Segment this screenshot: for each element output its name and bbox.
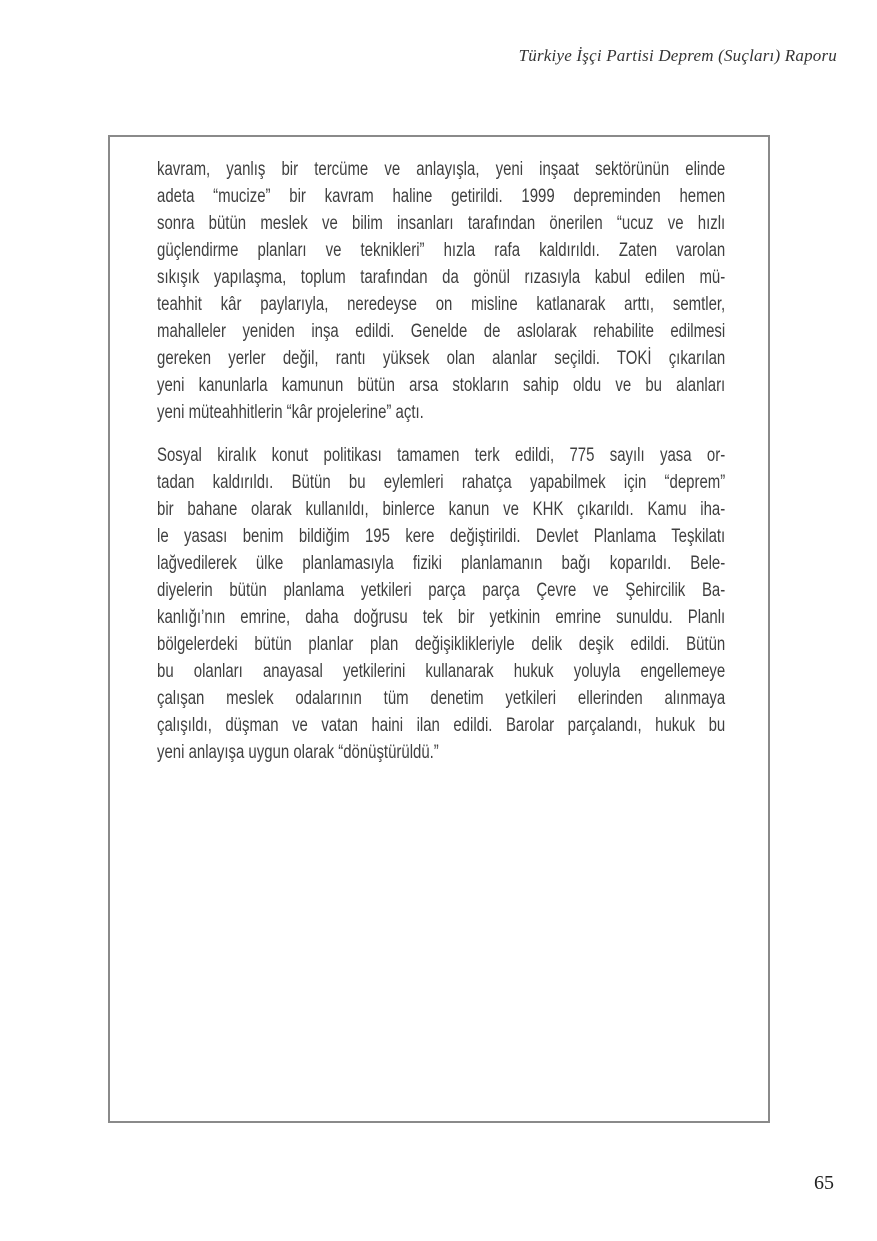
text-line: mahalleler yeniden inşa edildi. Genelde de aslolarak rehabilite edilmesi: [157, 321, 726, 342]
text-line: çalışıldı, düşman ve vatan haini ilan edildi. Barolar parçalandı, hukuk bu: [157, 715, 726, 736]
text-line: sıkışık yapılaşma, toplum tarafından da gönül rızasıyla kabul edilen mü-: [157, 267, 726, 288]
text-line: yeni kanunlarla kamunun bütün arsa stokların sahip oldu ve bu alanları: [157, 375, 726, 396]
text-line: kanlığı’nın emrine, daha doğrusu tek bir yetkinin emrine sunuldu. Planlı: [157, 607, 726, 628]
text-line: Sosyal kiralık konut politikası tamamen terk edildi, 775 sayılı yasa or-: [157, 445, 726, 466]
text-line: yeni anlayışa uygun olarak “dönüştürüldü.”: [157, 742, 439, 763]
text-line: çalışan meslek odalarının tüm denetim yetkileri ellerinden alınmaya: [157, 688, 726, 709]
paragraph: [157, 156, 725, 426]
text-line: adeta “mucize” bir kavram haline getirildi. 1999 depreminden hemen: [157, 186, 726, 207]
text-line: le yasası benim bildiğim 195 kere değiştirildi. Devlet Planlama Teşkilatı: [157, 526, 726, 547]
paragraphs: [157, 156, 725, 766]
text-line: bir bahane olarak kullanıldı, binlerce kanun ve KHK çıkarıldı. Kamu iha-: [157, 499, 726, 520]
text-line: sonra bütün meslek ve bilim insanları tarafından önerilen “ucuz ve hızlı: [157, 213, 726, 234]
text-line: lağvedilerek ülke planlamasıyla fiziki planlamanın bağı koparıldı. Bele-: [157, 553, 726, 574]
content-border-box: [108, 135, 770, 1123]
text-line: teahhit kâr paylarıyla, neredeyse on misline katlanarak arttı, semtler,: [157, 294, 726, 315]
text-line: gereken yerler değil, rantı yüksek olan alanlar seçildi. TOKİ çıkarılan: [157, 348, 726, 369]
text-line: güçlendirme planları ve teknikleri” hızla rafa kaldırıldı. Zaten varolan: [157, 240, 726, 261]
text-line: tadan kaldırıldı. Bütün bu eylemleri rahatça yapabilmek için “deprem”: [157, 472, 726, 493]
text-line: kavram, yanlış bir tercüme ve anlayışla, yeni inşaat sektörünün elinde: [157, 159, 726, 180]
text-line: bu olanları anayasal yetkilerini kullanarak hukuk yoluyla engellemeye: [157, 661, 726, 682]
text-line: yeni müteahhitlerin “kâr projelerine” açtı.: [157, 402, 424, 423]
running-header: Türkiye İşçi Partisi Deprem (Suçları) Raporu: [518, 46, 837, 65]
text-line: bölgelerdeki bütün planlar plan değişiklikleriyle delik deşik edildi. Bütün: [157, 634, 726, 655]
page-number: 65: [814, 1172, 834, 1194]
paragraph: [157, 442, 725, 766]
text-line: diyelerin bütün planlama yetkileri parça parça Çevre ve Şehircilik Ba-: [157, 580, 726, 601]
